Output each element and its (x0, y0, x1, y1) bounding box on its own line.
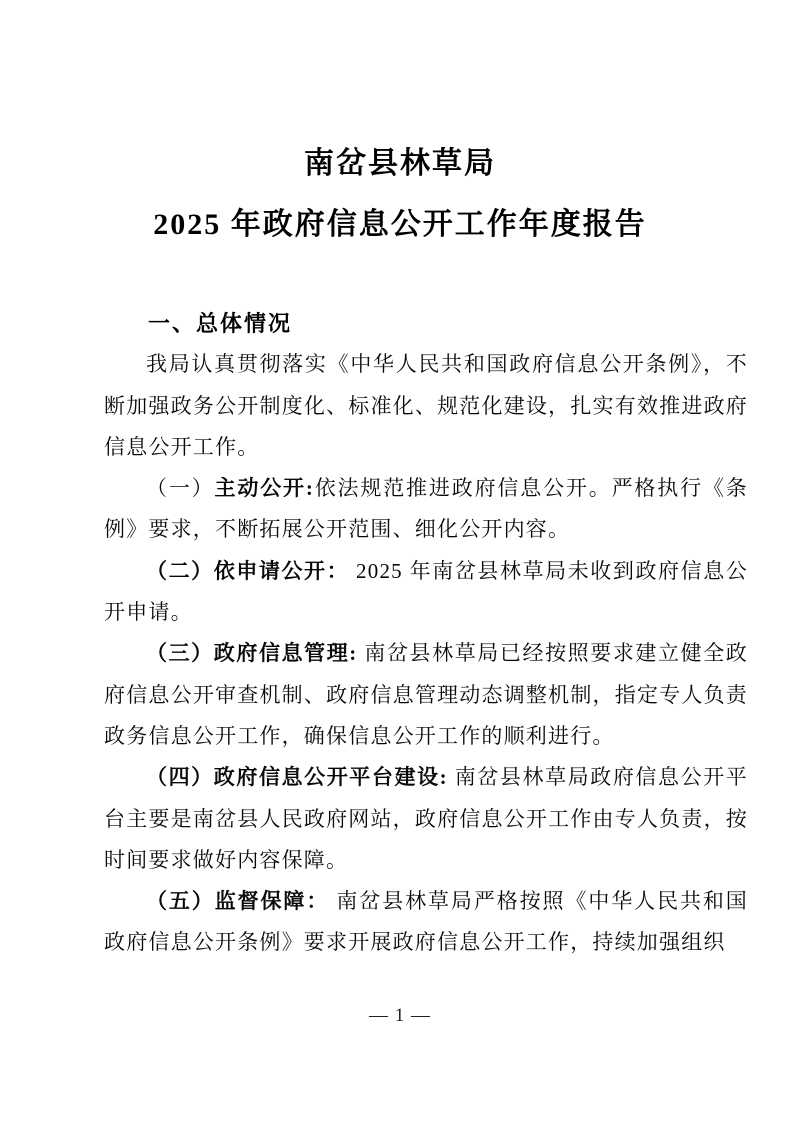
paragraph-text: 2025 年南岔县林草局未收到政府信息公开申请。 (104, 558, 748, 625)
document-title-line2: 2025 年政府信息公开工作年度报告 (153, 208, 647, 241)
paragraph-lead-plain: （一） (146, 476, 215, 501)
page-number: — 1 — (369, 1004, 431, 1026)
paragraph-proactive-disclosure (104, 468, 748, 551)
paragraph-overview (104, 344, 748, 468)
paragraph-supervision-guarantee (104, 881, 748, 964)
paragraph-information-management (104, 633, 748, 757)
paragraph-text: 南岔县林草局政府信息公开平台主要是南岔县人民政府网站，政府信息公开工作由专人负责，按时间要求做好内容保障。 (104, 765, 748, 872)
paragraph-lead-bold: 主动公开: (214, 476, 315, 501)
paragraph-text: 我局认真贯彻落实《中华人民共和国政府信息公开条例》，不断加强政务公开制度化、标准化、规范化建设，扎实有效推进政府信息公开工作。 (104, 352, 748, 459)
paragraph-lead-bold: （二）依申请公开： (146, 558, 350, 583)
paragraph-text: 南岔县林草局严格按照《中华人民共和国政府信息公开条例》要求开展政府信息公开工作，持续加强组织 (104, 889, 748, 955)
section-heading: 一、总体情况 (148, 311, 293, 336)
paragraph-lead-bold: （三）政府信息管理: (146, 641, 358, 666)
paragraph-text: 南岔县林草局已经按照要求建立健全政府信息公开审查机制、政府信息管理动态调整机制，指定专人负责政务信息公开工作，确保信息公开工作的顺利进行。 (104, 641, 748, 748)
paragraph-disclosure-upon-request (104, 551, 748, 634)
document-title-line1: 南岔县林草局 (304, 147, 496, 180)
paragraph-lead-bold: （五）监督保障： (146, 889, 330, 914)
paragraph-platform-construction (104, 757, 748, 881)
paragraph-lead-bold: （四）政府信息公开平台建设: (146, 765, 448, 790)
paragraph-text: 依法规范推进政府信息公开。严格执行《条例》要求，不断拓展公开范围、细化公开内容。 (104, 476, 748, 542)
